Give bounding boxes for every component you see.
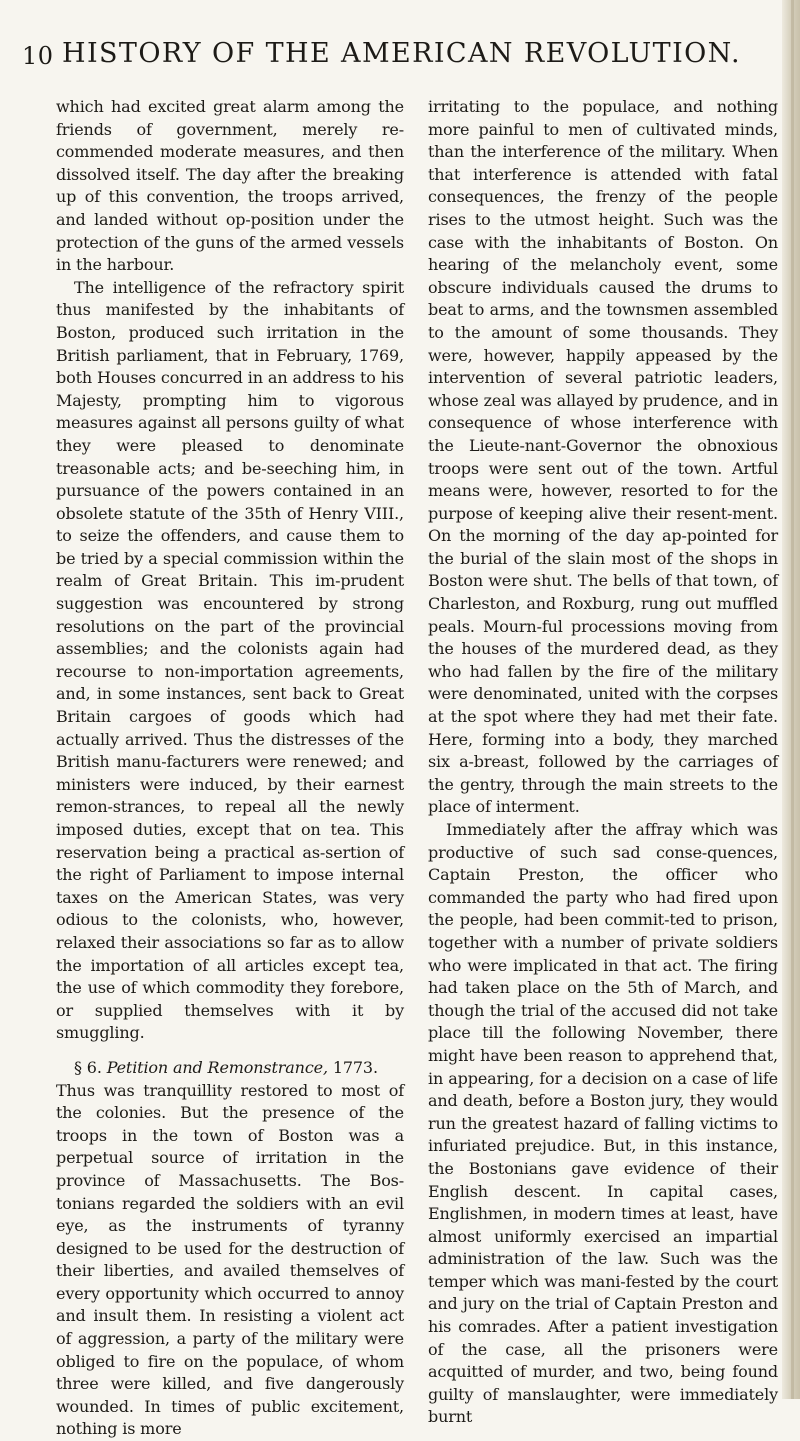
paragraph: The intelligence of the refractory spirit thus manifested by the inhabitants of Boston, produced such irritation in the British parliament, that in February, 1769, both Houses concurred in an address to his Majesty, prompting him to vigorous measures against all persons guilty of what they were pleased to denominate treasonable acts; and be-seeching him, in pursuance of the powers contained in an obsolete statute of the 35th of Henry VIII., to seize the offenders, and cause them to be tried by a special commission within the realm of Great Britain. This im-prudent suggestion was encountered by strong resolutions on the part of the provincial assemblies; and the colonists again had recourse to non-importation agreements, and, in some instances, sent back to Great Britain cargoes of goods which had actually arrived. Thus the distresses of the British manu-facturers were renewed; and ministers were induced, by their earnest remon-strances, to repeal all the newly imposed duties, except that on tea. This reservation being a practical as-sertion of the right of Parliament to impose internal taxes on the American States, was very odious to the colonists, who, however, relaxed their associations so far as to allow the importation of all articles except tea, the use of which commodity they forebore, or supplied themselves with it by smuggling. xyxy=(56,277,404,1043)
paragraph: which had excited great alarm among the friends of government, merely re-commended moderate measures, and then dissolved itself. The day after the breaking up of this convention, the troops arrived, and landed without op-position under the protection of the guns of the armed vessels in the harbour. xyxy=(56,97,404,275)
right-column xyxy=(428,96,778,1429)
paragraph: irritating to the populace, and nothing more painful to men of cultivated minds, than the interference of the military. When that interference is attended with fatal consequences, the frenzy of the people rises to the utmost height. Such was the case with the inhabitants of Boston. On hearing of the melancholy event, some obscure individuals caused the drums to beat to arms, and the townsmen assembled to the amount of some thousands. They were, however, happily appeased by the intervention of several patriotic leaders, whose zeal was allayed by prudence, and in consequence of whose interference with the Lieute-nant-Governor the obnoxious troops were sent out of the town. Artful means were, however, resorted to for the purpose of keeping alive their resent-ment. On the morning of the day ap-pointed for the burial of the slain most of the shops in Boston were shut. The bells of that town, of Charleston, and Roxburg, rung out muffled peals. Mourn-ful processions moving from the houses of the murdered dead, as they who had fallen by the fire of the military were denominated, united with the corpses at the spot where they had met their fate. Here, forming into a body, they marched six a-breast, followed by the carriages of the gentry, through the main streets to the place of interment. xyxy=(428,97,778,817)
section-number: § 6. xyxy=(74,1057,102,1077)
section-title: Petition and Remonstrance, xyxy=(106,1057,328,1077)
left-column xyxy=(56,96,404,1441)
section-year: 1773. xyxy=(332,1057,378,1077)
page-edge-shadow xyxy=(791,0,794,1399)
section-heading xyxy=(56,1057,404,1080)
page-number: 10 xyxy=(22,42,54,70)
running-title: HISTORY OF THE AMERICAN REVOLUTION. xyxy=(62,38,741,69)
paragraph: Thus was tranquillity restored to most of the colonies. But the presence of the troops in the town of Boston was a perpetual source of irritation in the province of Massachusetts. The Bos-tonians regarded the soldiers with an evil eye, as the instruments of tyranny designed to be used for the destruction of their liberties, and availed themselves of every opportunity which occurred to annoy and insult them. In resisting a violent act of aggression, a party of the military were obliged to fire on the populace, of whom three were killed, and five dangerously wounded. In times of public excitement, nothing is more xyxy=(56,1080,404,1439)
paragraph: Immediately after the affray which was productive of such sad conse-quences, Captain Preston, the officer who commanded the party who had fired upon the people, had been commit-ted to prison, together with a number of private soldiers who were implicated in that act. The firing had taken place on the 5th of March, and though the trial of the accused did not take place till the following November, there might have been reason to apprehend that, in appearing, for a decision on a case of life and death, before a Boston jury, they would run the greatest hazard of falling victims to infuriated prejudice. But, in this instance, the Bostonians gave evidence of their English descent. In capital cases, Englishmen, in modern times at least, have almost uniformly exercised an impartial administration of the law. Such was the temper which was mani-fested by the court and jury on the trial of Captain Preston and his comrades. After a patient investigation of the case, all the prisoners were acquitted of murder, and two, being found guilty of manslaughter, were immediately burnt xyxy=(428,820,778,1427)
